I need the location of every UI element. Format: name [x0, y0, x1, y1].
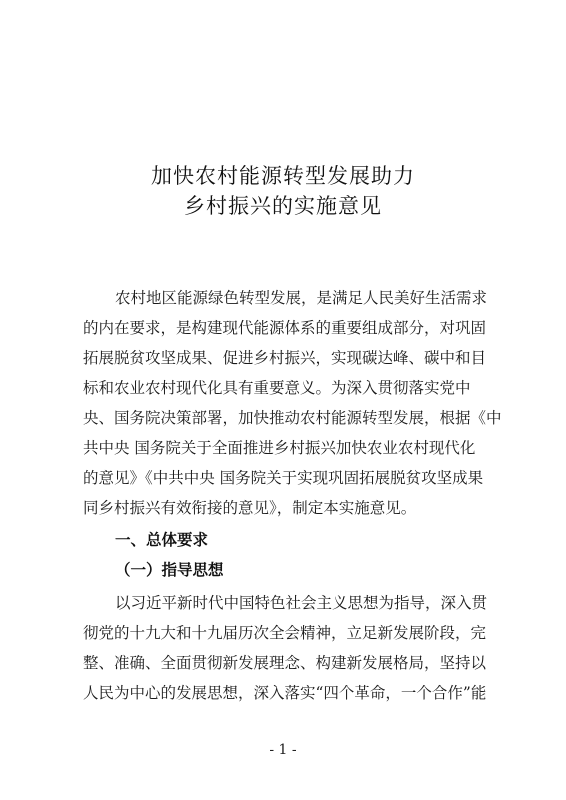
paragraph-line: 整、准确、全面贯彻新发展理念、构建新发展格局，坚持以: [83, 654, 487, 672]
document-title-line-2: 乡村振兴的实施意见: [184, 194, 382, 218]
paragraph-line: 标和农业农村现代化具有重要意义。为深入贯彻落实党中: [83, 379, 471, 397]
document-title-line-1: 加快农村能源转型发展助力: [151, 164, 415, 188]
paragraph-line: 同乡村振兴有效衔接的意见》，制定本实施意见。: [83, 499, 417, 517]
paragraph-line: 央、国务院决策部署，加快推动农村能源转型发展，根据《中: [83, 409, 502, 427]
paragraph-line: 人民为中心的发展思想，深入落实“四个革命，一个合作”能: [83, 684, 487, 702]
paragraph-line: 的内在要求，是构建现代能源体系的重要组成部分，对巩固: [83, 319, 487, 337]
paragraph-line: 彻党的十九大和十九届历次全会精神，立足新发展阶段，完: [83, 624, 487, 642]
paragraph-line: 以习近平新时代中国特色社会主义思想为指导，深入贯: [115, 594, 488, 612]
subsection-heading: （一）指导思想: [115, 561, 224, 579]
paragraph-line: 拓展脱贫攻坚成果、促进乡村振兴，实现碳达峰、碳中和目: [83, 349, 487, 367]
page-number: - 1 -: [269, 742, 297, 758]
paragraph-line: 农村地区能源绿色转型发展，是满足人民美好生活需求: [115, 289, 488, 307]
section-heading: 一、总体要求: [115, 531, 209, 549]
paragraph-line: 的意见》《中共中央 国务院关于实现巩固拓展脱贫攻坚成果: [83, 469, 484, 487]
paragraph-line: 共中央 国务院关于全面推进乡村振兴加快农业农村现代化: [83, 439, 476, 457]
